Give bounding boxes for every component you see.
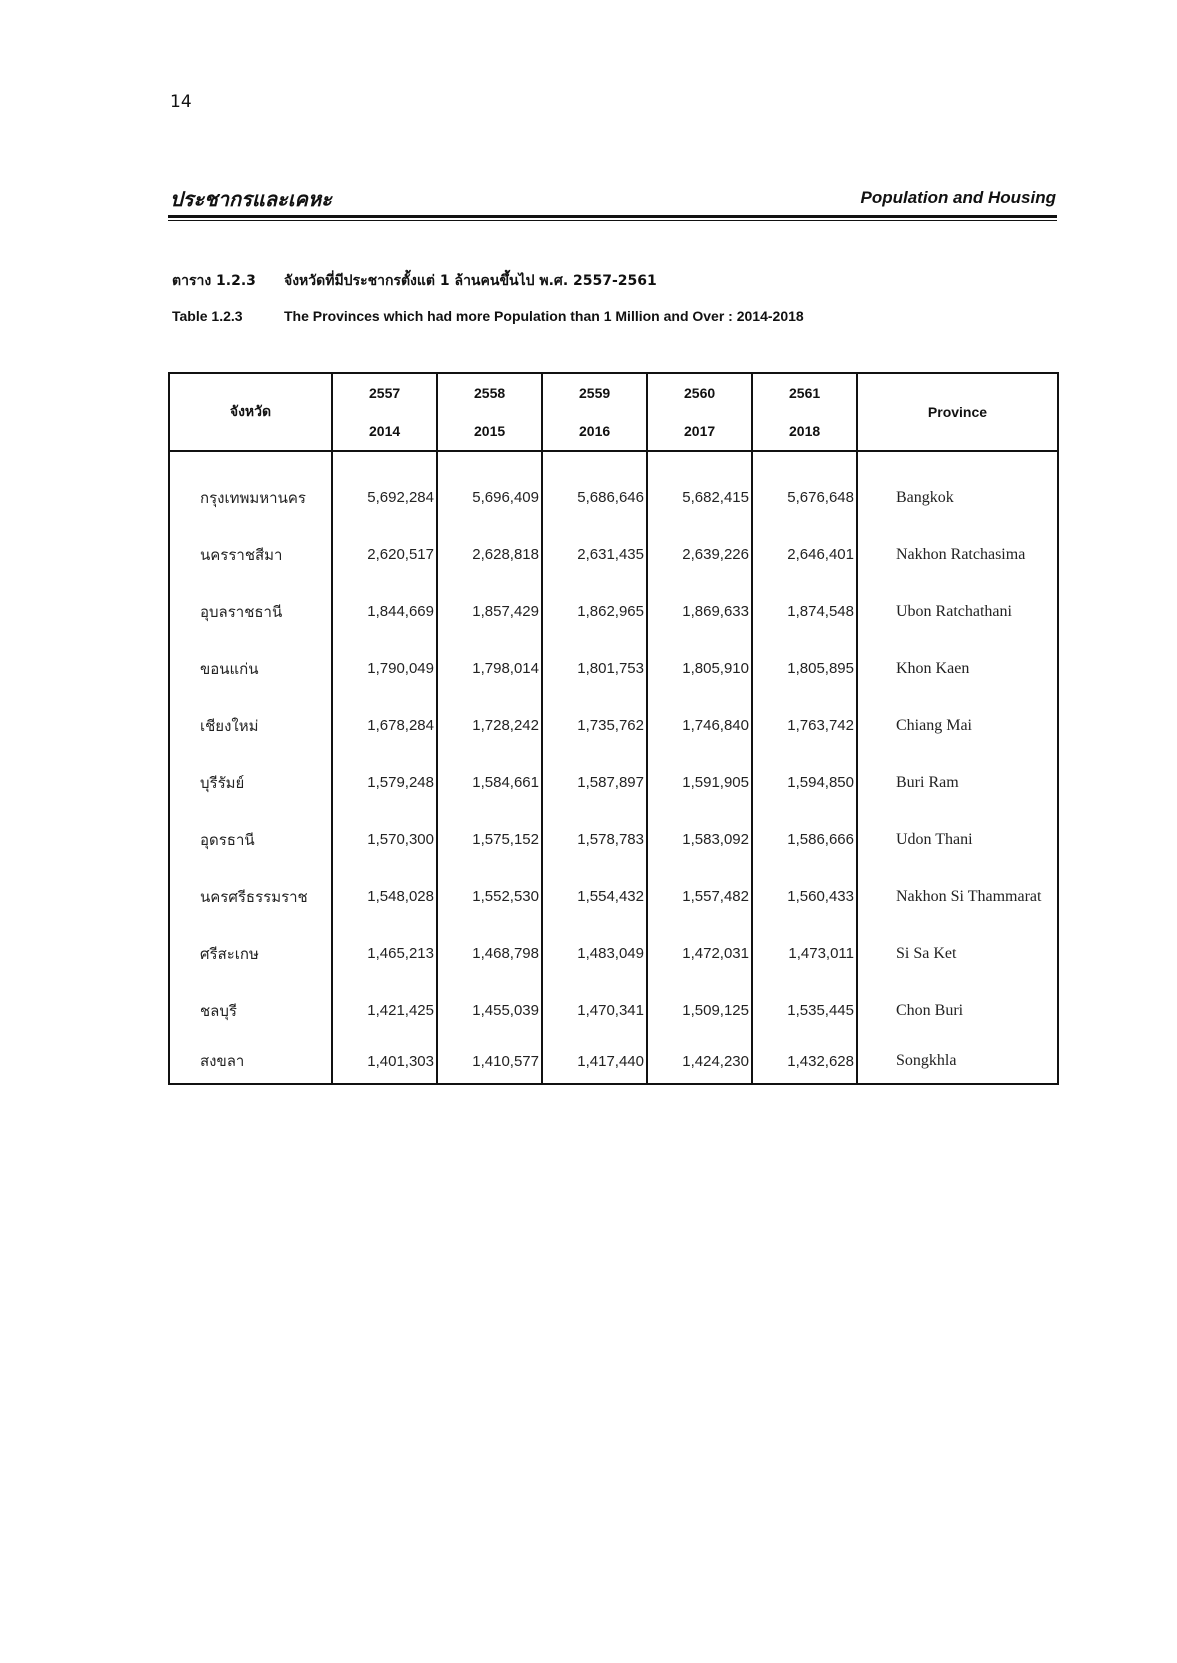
population-value: 1,805,895 <box>752 640 857 697</box>
population-value: 1,455,039 <box>437 982 542 1039</box>
population-value: 1,594,850 <box>752 754 857 811</box>
population-value: 1,735,762 <box>542 697 647 754</box>
population-value: 1,432,628 <box>752 1039 857 1084</box>
caption-label-thai: ตาราง 1.2.3 <box>172 273 256 289</box>
province-name-thai: ขอนแก่น <box>169 640 332 697</box>
population-value: 1,578,783 <box>542 811 647 868</box>
population-value: 2,631,435 <box>542 526 647 583</box>
population-value: 1,591,905 <box>647 754 752 811</box>
province-name-english: Si Sa Ket <box>857 925 1058 982</box>
population-value: 2,628,818 <box>437 526 542 583</box>
population-value: 1,473,011 <box>752 925 857 982</box>
province-name-thai: เชียงใหม่ <box>169 697 332 754</box>
running-header-english: Population and Housing <box>860 188 1056 207</box>
population-value: 1,862,965 <box>542 583 647 640</box>
table-row <box>169 583 1058 640</box>
population-value: 1,570,300 <box>332 811 437 868</box>
province-name-thai: นครศรีธรรมราช <box>169 868 332 925</box>
province-name-thai: ศรีสะเกษ <box>169 925 332 982</box>
population-value: 1,535,445 <box>752 982 857 1039</box>
header-rule-thin <box>168 220 1057 221</box>
province-name-english: Nakhon Si Thammarat <box>857 868 1058 925</box>
year-header-be: 2557 <box>332 373 437 412</box>
table-row <box>169 526 1058 583</box>
population-value: 1,552,530 <box>437 868 542 925</box>
column-header-thai: จังหวัด <box>169 373 332 451</box>
header-rule-thick <box>168 215 1057 218</box>
province-name-english: Songkhla <box>857 1039 1058 1084</box>
province-name-english: Bangkok <box>857 451 1058 526</box>
province-name-thai: บุรีรัมย์ <box>169 754 332 811</box>
population-value: 1,844,669 <box>332 583 437 640</box>
caption-text-thai: จังหวัดที่มีประชากรตั้งแต่ 1 ล้านคนขึ้นไป พ.ศ. 2557-2561 <box>284 273 657 289</box>
province-name-thai: อุบลราชธานี <box>169 583 332 640</box>
population-value: 1,583,092 <box>647 811 752 868</box>
table-row <box>169 868 1058 925</box>
table-caption-english <box>172 308 804 324</box>
population-value: 1,465,213 <box>332 925 437 982</box>
population-value: 1,763,742 <box>752 697 857 754</box>
province-name-english: Buri Ram <box>857 754 1058 811</box>
population-value: 1,586,666 <box>752 811 857 868</box>
province-name-thai: อุดรธานี <box>169 811 332 868</box>
province-name-english: Chon Buri <box>857 982 1058 1039</box>
table-row <box>169 697 1058 754</box>
population-table <box>168 372 1059 1085</box>
population-value: 1,801,753 <box>542 640 647 697</box>
year-header-be: 2561 <box>752 373 857 412</box>
population-value: 1,790,049 <box>332 640 437 697</box>
year-header-ce: 2014 <box>332 412 437 451</box>
population-value: 1,587,897 <box>542 754 647 811</box>
population-value: 5,676,648 <box>752 451 857 526</box>
population-value: 1,410,577 <box>437 1039 542 1084</box>
year-header-ce: 2018 <box>752 412 857 451</box>
table-row <box>169 811 1058 868</box>
population-value: 1,470,341 <box>542 982 647 1039</box>
population-value: 1,874,548 <box>752 583 857 640</box>
population-value: 1,857,429 <box>437 583 542 640</box>
population-value: 1,584,661 <box>437 754 542 811</box>
population-value: 1,421,425 <box>332 982 437 1039</box>
population-value: 5,682,415 <box>647 451 752 526</box>
population-value: 2,620,517 <box>332 526 437 583</box>
population-value: 1,483,049 <box>542 925 647 982</box>
province-name-thai: ชลบุรี <box>169 982 332 1039</box>
year-header-ce: 2016 <box>542 412 647 451</box>
year-header-be: 2559 <box>542 373 647 412</box>
population-value: 1,728,242 <box>437 697 542 754</box>
province-name-thai: กรุงเทพมหานคร <box>169 451 332 526</box>
province-name-english: Nakhon Ratchasima <box>857 526 1058 583</box>
year-header-ce: 2017 <box>647 412 752 451</box>
population-value: 1,579,248 <box>332 754 437 811</box>
population-value: 1,424,230 <box>647 1039 752 1084</box>
population-value: 2,646,401 <box>752 526 857 583</box>
population-value: 1,401,303 <box>332 1039 437 1084</box>
running-header-thai: ประชากรและเคหะ <box>170 187 332 211</box>
population-value: 2,639,226 <box>647 526 752 583</box>
population-value: 1,472,031 <box>647 925 752 982</box>
table-caption-thai <box>172 270 657 292</box>
page-number: 14 <box>170 92 192 112</box>
population-value: 1,557,482 <box>647 868 752 925</box>
population-value: 1,554,432 <box>542 868 647 925</box>
year-header-be: 2560 <box>647 373 752 412</box>
year-header-ce: 2015 <box>437 412 542 451</box>
population-value: 1,869,633 <box>647 583 752 640</box>
year-header-be: 2558 <box>437 373 542 412</box>
province-name-thai: สงขลา <box>169 1039 332 1084</box>
population-value: 1,468,798 <box>437 925 542 982</box>
population-value: 1,417,440 <box>542 1039 647 1084</box>
table-row <box>169 451 1058 526</box>
province-name-english: Udon Thani <box>857 811 1058 868</box>
province-name-english: Khon Kaen <box>857 640 1058 697</box>
population-value: 5,692,284 <box>332 451 437 526</box>
population-value: 1,746,840 <box>647 697 752 754</box>
caption-text-english: The Provinces which had more Population than 1 Million and Over : 2014-2018 <box>284 308 804 324</box>
table-row <box>169 1039 1058 1084</box>
table-row <box>169 754 1058 811</box>
province-name-english: Chiang Mai <box>857 697 1058 754</box>
population-value: 1,678,284 <box>332 697 437 754</box>
column-header-english: Province <box>857 373 1058 451</box>
population-value: 1,560,433 <box>752 868 857 925</box>
table-row <box>169 925 1058 982</box>
table-row <box>169 982 1058 1039</box>
caption-label-english: Table 1.2.3 <box>172 308 243 324</box>
population-value: 1,798,014 <box>437 640 542 697</box>
population-value: 1,548,028 <box>332 868 437 925</box>
province-name-thai: นครราชสีมา <box>169 526 332 583</box>
population-value: 1,575,152 <box>437 811 542 868</box>
table-row <box>169 640 1058 697</box>
population-value: 1,805,910 <box>647 640 752 697</box>
province-name-english: Ubon Ratchathani <box>857 583 1058 640</box>
population-value: 5,696,409 <box>437 451 542 526</box>
population-value: 5,686,646 <box>542 451 647 526</box>
population-value: 1,509,125 <box>647 982 752 1039</box>
